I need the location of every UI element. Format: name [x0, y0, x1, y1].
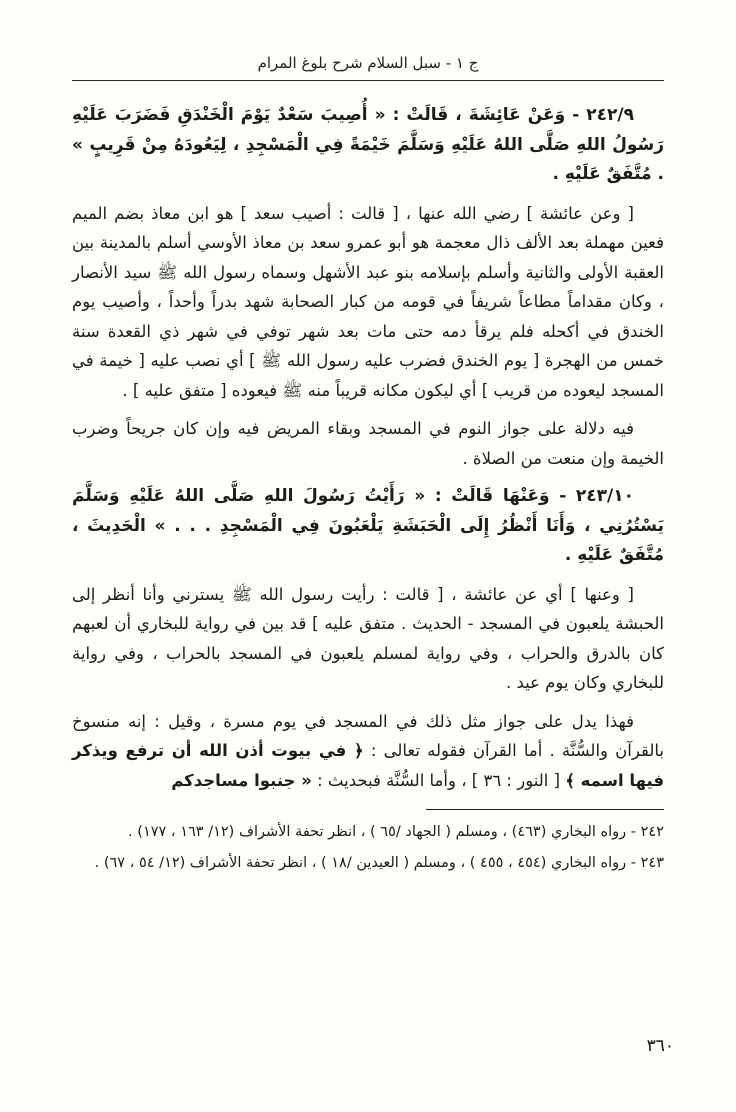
commentary-paragraph-narrations: [ وعنها ] أي عن عائشة ، [ قالت : رأيت رسول الله ﷺ يسترني وأنا أنظر إلى الحبشة يلعبون في المسجد - الحديث . متفق عليه ] قد بين في رواية للبخاري أن لعبهم كان بالدرق والحراب ، وفي رواية لمسلم يلعبون في المسجد بالحراب ، وفي رواية للبخاري وكان يوم عيد .: [72, 584, 664, 692]
hadith-quote: « جنبوا مساجدكم: [171, 770, 312, 790]
commentary-paragraph-ruling: فيه دلالة على جواز النوم في المسجد وبقاء المريض فيه وإن كان جريحاً وضرب الخيمة وإن منعت من الصلاة .: [72, 419, 664, 468]
footnotes-section: [72, 820, 664, 876]
hadith-paragraph-243: ٢٤٣/١٠ - وَعَنْهَا قَالَتْ : « رَأَيْتُ رَسُولَ اللهِ صَلَّى اللهُ عَلَيْهِ وَسَلَّمَ يَسْتُرُنِي ، وَأَنَا أَنْظُرُ إِلَى الْحَبَشَةِ يَلْعَبُونَ فِي الْمَسْجِدِ . . . » الْحَدِيثَ ، مُتَّفَقٌ عَلَيْهِ .: [72, 486, 664, 565]
page-body: [72, 101, 664, 795]
commentary-paragraph-quran-sunnah: [72, 707, 664, 796]
quran-quote: ﴿ في بيوت أذن الله أن ترفع ويذكر فيها اسمه ﴾: [72, 741, 664, 790]
commentary-paragraph-narrator: [ وعن عائشة ] رضي الله عنها ، [ قالت : أصيب سعد ] هو ابن معاذ بضم الميم فعين مهملة بعد الألف ذال معجمة هو أبو عمرو سعد بن معاذ الأوسي أسلم بالمدينة بين العقبة الأولى والثانية وأسلم بإسلامه بنو عبد الأشهل وسماه رسول الله ﷺ سيد الأنصار ، وكان مقداماً مطاعاً شريفاً في قومه من كبار الصحابة شهد بدراً وأحداً ، وأصيب يوم الخندق في أكحله فلم يرقأ دمه حتى مات بعد شهر توفي في شهر ذي القعدة سنة خمس من الهجرة [ يوم الخندق فضرب عليه رسول الله ﷺ ] أي نصب عليه [ خيمة في المسجد ليعوده من قريب ] أي ليكون مكانه قريباً منه ﷺ فيعوده [ متفق عليه ] .: [72, 203, 664, 400]
footnote-243: ٢٤٣ - رواه البخاري (٤٥٤ ، ٤٥٥ ) ، ومسلم ( العيدين /١٨ ) ، انظر تحفة الأشراف (١٢/ ٥٤ ، ٦٧) .: [94, 855, 664, 871]
page-number: ٣٦٠: [646, 1036, 674, 1056]
running-header: [0, 0, 736, 72]
footnote-242: ٢٤٢ - رواه البخاري (٤٦٣) ، ومسلم ( الجهاد /٦٥ ) ، انظر تحفة الأشراف (١٢/ ١٦٣ ، ١٧٧) .: [128, 824, 664, 840]
header-divider: [72, 80, 664, 81]
footnote-divider: [426, 809, 664, 810]
text-segment: [ النور : ٣٦ ] ، وأما السُّنَّة فبحديث :: [311, 770, 561, 790]
text-segment: فهذا يدل على جواز مثل ذلك في المسجد في يوم مسرة ، وقيل : إنه منسوخ بالقرآن والسُّنَّة . أما القرآن فقوله تعالى :: [72, 711, 664, 760]
header-title: ج ١ - سبل السلام شرح بلوغ المرام: [257, 54, 479, 72]
hadith-paragraph-242: ٢٤٢/٩ - وَعَنْ عَائِشَةَ ، قَالَتْ : « أُصِيبَ سَعْدٌ يَوْمَ الْخَنْدَقِ فَضَرَبَ عَلَيْهِ رَسُولُ اللهِ صَلَّى اللهُ عَلَيْهِ وَسَلَّمَ خَيْمَةً فِي الْمَسْجِدِ ، لِيَعُودَهُ مِنْ قَرِيبٍ » . مُتَّفَقٌ عَلَيْهِ .: [72, 105, 664, 184]
